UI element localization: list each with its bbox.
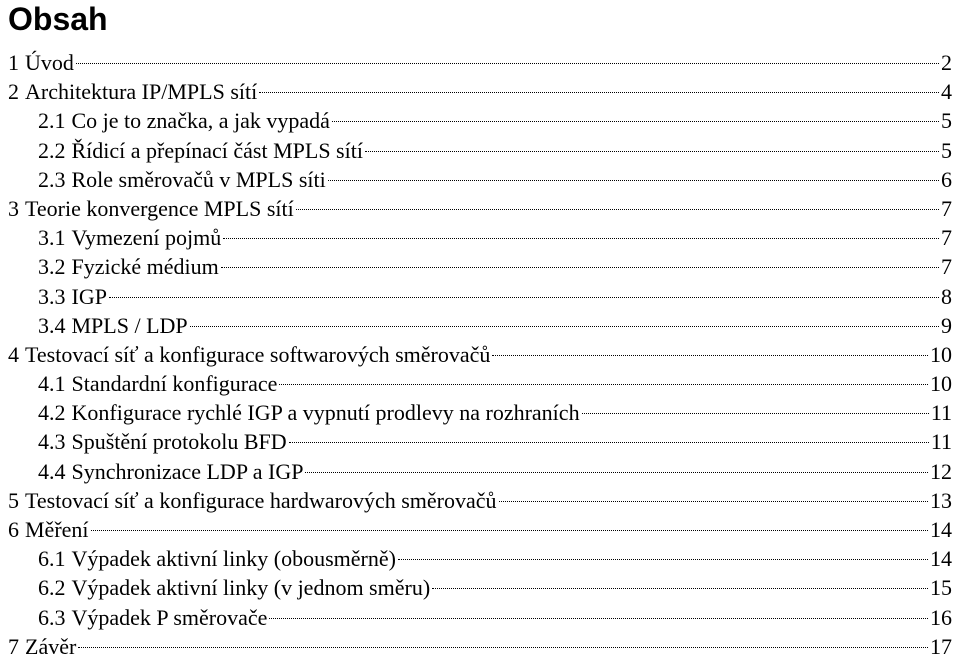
dot-leader xyxy=(269,618,928,619)
toc-entry-number: 6.2 xyxy=(38,575,66,601)
toc-entry-title xyxy=(8,77,257,106)
toc-entry-title xyxy=(38,603,267,632)
dot-leader xyxy=(365,151,939,152)
toc-entry-title xyxy=(38,427,287,456)
toc-entry[interactable] xyxy=(8,136,952,165)
toc-entry-title xyxy=(38,136,363,165)
toc-entry-page-number: 11 xyxy=(930,429,952,455)
dot-leader xyxy=(289,442,929,443)
toc-entry[interactable] xyxy=(8,544,952,573)
toc-entry-text: Fyzické médium xyxy=(71,254,219,280)
toc-entry-page-number: 12 xyxy=(930,458,952,484)
dot-leader xyxy=(492,355,928,356)
toc-entry-number: 1 xyxy=(8,50,19,75)
toc-entry-title xyxy=(38,282,107,311)
toc-entry-page-number: 7 xyxy=(941,195,952,221)
toc-entry-text: Konfigurace rychlé IGP a vypnutí prodlevy na rozhraních xyxy=(71,400,580,426)
toc-entry[interactable] xyxy=(8,340,952,369)
dot-leader xyxy=(332,121,939,122)
toc-entry-text: Architektura IP/MPLS sítí xyxy=(25,79,258,105)
toc-entry-text: Role směrovačů v MPLS síti xyxy=(71,166,326,192)
dot-leader xyxy=(190,326,939,327)
dot-leader xyxy=(109,297,939,298)
toc-entry-text: Výpadek aktivní linky (v jednom směru) xyxy=(71,575,431,601)
toc-entry[interactable] xyxy=(8,77,952,106)
toc-entry[interactable] xyxy=(8,194,952,223)
toc-entry-title xyxy=(38,398,580,427)
toc-entry-text: Výpadek P směrovače xyxy=(71,604,268,630)
dot-leader xyxy=(279,384,928,385)
toc-entry-page-number: 14 xyxy=(930,517,952,542)
toc-entry-page-number: 10 xyxy=(930,341,952,367)
toc-entry[interactable] xyxy=(8,369,952,398)
toc-entry-number: 3.1 xyxy=(38,225,66,251)
toc-entry-title xyxy=(8,632,76,661)
dot-leader xyxy=(499,501,928,502)
toc-entry-text: Testovací síť a konfigurace hardwarových směrovačů xyxy=(25,487,497,513)
dot-leader xyxy=(296,209,939,210)
dot-leader xyxy=(78,647,928,648)
dot-leader xyxy=(223,238,939,239)
toc-entry-number: 5 xyxy=(8,487,19,513)
toc-entry-text: MPLS / LDP xyxy=(71,312,188,338)
toc-entry-text: Vymezení pojmů xyxy=(71,225,222,251)
toc-entry-page-number: 7 xyxy=(941,225,952,251)
toc-entry-number: 4.4 xyxy=(38,458,66,484)
toc-entry-text: Řídicí a přepínací část MPLS sítí xyxy=(71,137,363,163)
toc-entry-title xyxy=(8,515,89,544)
toc-entry-page-number: 11 xyxy=(930,400,952,426)
toc-entry-page-number: 8 xyxy=(941,283,952,309)
toc-entry-title xyxy=(38,573,430,602)
toc-entry-number: 6 xyxy=(8,517,19,542)
toc-entry-text: IGP xyxy=(71,283,107,309)
toc-entry-title xyxy=(38,223,221,252)
toc-entry-number: 2 xyxy=(8,79,19,105)
dot-leader xyxy=(398,559,928,560)
toc-entry-page-number: 9 xyxy=(941,312,952,338)
toc-entry-page-number: 2 xyxy=(941,50,952,75)
toc-entry-title xyxy=(8,48,74,77)
toc-entry[interactable] xyxy=(8,486,952,515)
toc-entry-number: 6.3 xyxy=(38,604,66,630)
table-of-contents xyxy=(8,48,952,661)
toc-entry-title xyxy=(38,544,396,573)
toc-entry-page-number: 7 xyxy=(941,254,952,280)
toc-entry-text: Výpadek aktivní linky (obousměrně) xyxy=(71,546,396,572)
toc-entry-page-number: 4 xyxy=(941,79,952,105)
toc-entry-number: 6.1 xyxy=(38,546,66,572)
toc-entry-title xyxy=(38,457,303,486)
toc-entry-page-number: 10 xyxy=(930,371,952,397)
toc-entry-number: 3.4 xyxy=(38,312,66,338)
toc-entry-page-number: 5 xyxy=(941,137,952,163)
toc-entry[interactable] xyxy=(8,48,952,77)
toc-entry-number: 4.1 xyxy=(38,371,66,397)
toc-entry-page-number: 5 xyxy=(941,108,952,134)
toc-entry[interactable] xyxy=(8,252,952,281)
dot-leader xyxy=(259,92,939,93)
dot-leader xyxy=(328,180,939,181)
dot-leader xyxy=(76,63,939,64)
toc-entry-number: 3.2 xyxy=(38,254,66,280)
page-title: Obsah xyxy=(8,1,108,37)
toc-entry-number: 7 xyxy=(8,633,19,659)
toc-entry[interactable] xyxy=(8,282,952,311)
toc-entry-text: Co je to značka, a jak vypadá xyxy=(71,108,330,134)
toc-entry-number: 4.3 xyxy=(38,429,66,455)
toc-entry-page-number: 16 xyxy=(930,604,952,630)
toc-entry-text: Synchronizace LDP a IGP xyxy=(71,458,304,484)
toc-entry[interactable] xyxy=(8,311,952,340)
toc-entry-number: 4.2 xyxy=(38,400,66,426)
toc-entry[interactable] xyxy=(8,573,952,602)
toc-entry[interactable] xyxy=(8,106,952,135)
toc-entry-page-number: 15 xyxy=(930,575,952,601)
toc-entry-page-number: 6 xyxy=(941,166,952,192)
toc-entry-text: Závěr xyxy=(25,633,77,659)
dot-leader xyxy=(582,413,929,414)
dot-leader xyxy=(305,472,928,473)
toc-entry-text: Úvod xyxy=(25,50,74,75)
toc-entry-text: Spuštění protokolu BFD xyxy=(71,429,287,455)
toc-entry-title xyxy=(38,106,330,135)
toc-entry-title xyxy=(38,311,188,340)
toc-entry-page-number: 13 xyxy=(930,487,952,513)
toc-entry[interactable] xyxy=(8,457,952,486)
toc-entry-text: Měření xyxy=(25,517,89,542)
toc-entry-title xyxy=(8,340,490,369)
toc-entry-page-number: 14 xyxy=(930,546,952,572)
toc-entry[interactable] xyxy=(8,223,952,252)
dot-leader xyxy=(91,530,928,531)
dot-leader xyxy=(221,267,939,268)
toc-entry-title xyxy=(38,165,326,194)
toc-entry-text: Testovací síť a konfigurace softwarových směrovačů xyxy=(25,341,491,367)
toc-entry[interactable] xyxy=(8,398,952,427)
toc-entry[interactable] xyxy=(8,427,952,456)
toc-entry-title xyxy=(8,194,294,223)
toc-entry-text: Teorie konvergence MPLS sítí xyxy=(25,195,294,221)
toc-entry-text: Standardní konfigurace xyxy=(71,371,278,397)
toc-entry[interactable] xyxy=(8,165,952,194)
toc-entry-title xyxy=(38,369,277,398)
toc-entry-number: 3 xyxy=(8,195,19,221)
toc-entry-number: 4 xyxy=(8,341,19,367)
toc-entry-number: 2.1 xyxy=(38,108,66,134)
toc-entry-title xyxy=(38,252,219,281)
toc-entry-page-number: 17 xyxy=(930,633,952,659)
toc-entry-number: 3.3 xyxy=(38,283,66,309)
toc-entry-number: 2.2 xyxy=(38,137,66,163)
toc-entry[interactable] xyxy=(8,515,952,544)
dot-leader xyxy=(432,588,928,589)
toc-entry[interactable] xyxy=(8,603,952,632)
toc-entry-number: 2.3 xyxy=(38,166,66,192)
toc-entry-title xyxy=(8,486,497,515)
toc-entry[interactable] xyxy=(8,632,952,661)
